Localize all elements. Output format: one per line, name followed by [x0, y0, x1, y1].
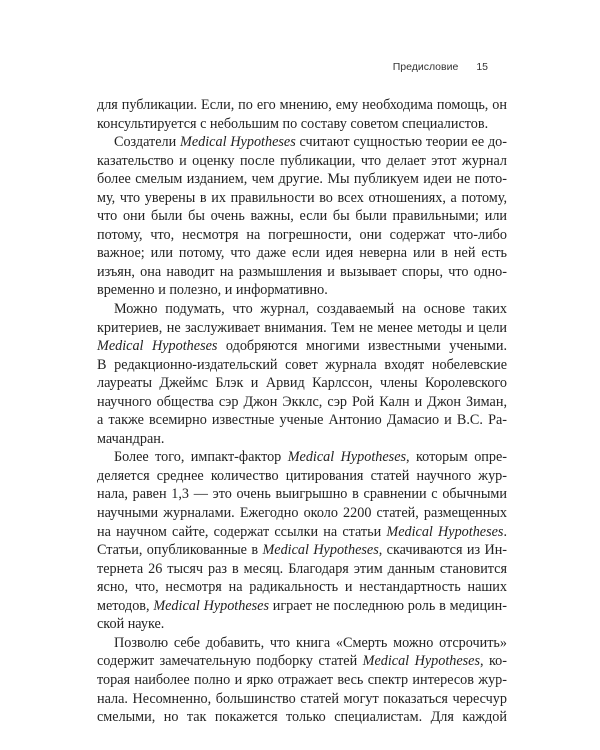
text-run: играет не последнюю роль в медицин- [268, 597, 508, 614]
text-run: казательство и оценку после публикации, что делает этот журнал [97, 152, 507, 169]
text-run: , ко- [480, 653, 507, 670]
text-line [97, 300, 507, 319]
text-run: торая наиболее полно и ярко отражает весь спектр интересов жур- [97, 671, 507, 688]
text-run: на научном сайте, содержат ссылки на статьи [97, 523, 387, 540]
text-run: тернета 26 тысяч раз в месяц. Благодаря этим данным становится [97, 560, 507, 577]
text-run: , которым опре- [406, 449, 507, 466]
text-run: а также всемирно известные ученые Антонио Дамасио и В.С. Ра- [97, 412, 507, 429]
text-run: временно и полезно, и информативно. [97, 282, 328, 299]
text-run: для публикации. Если, по его мнению, ему необходима помощь, он [97, 97, 507, 113]
text-line [97, 170, 507, 189]
text-line [97, 634, 507, 653]
text-line [97, 393, 507, 412]
text-line [97, 189, 507, 208]
running-head [393, 61, 488, 73]
text-run: Более того, импакт-фактор [114, 449, 288, 466]
text-line [97, 560, 507, 579]
text-run: консультируется с небольшим по составу советом специалистов. [97, 115, 489, 132]
text-line [97, 578, 507, 597]
text-run: нала. Несомненно, большинство статей могут показаться чересчур [97, 690, 507, 707]
text-line [97, 523, 507, 542]
text-run: му, что уверены в их правильности во всех отношениях, а потому, [97, 189, 507, 206]
text-run: более смелым изданием, чем другие. Мы публикуем идеи не пото- [97, 171, 507, 188]
text-line [97, 263, 507, 282]
text-run: потому, что, несмотря на погрешности, они содержат что-либо [97, 226, 507, 243]
text-line [97, 226, 507, 245]
text-line [97, 356, 507, 375]
text-run: ской науке. [97, 616, 165, 633]
text-line [97, 244, 507, 263]
text-line [97, 652, 507, 671]
italic-text: Medical Hypotheses [180, 134, 296, 151]
text-run: Позволю себе добавить, что книга «Смерть можно отсрочить» [114, 634, 507, 651]
text-run: важное; или потому, что даже если идея неверна или в ней есть [97, 245, 507, 262]
text-run: научного общества сэр Джон Экклс, сэр Рой Калн и Джон Зиман, [97, 393, 507, 410]
italic-text: Medical Hypotheses [153, 597, 269, 614]
text-line [97, 467, 507, 486]
text-line [97, 152, 507, 171]
text-line [97, 115, 507, 134]
italic-text: Medical Hypotheses [287, 449, 407, 466]
text-run: методов, [97, 597, 154, 614]
text-line [97, 671, 507, 690]
text-run: Создатели [114, 134, 181, 151]
text-run: изъян, она наводит на размышления и вызывает споры, что одно- [97, 263, 507, 280]
text-run: ясно, что, несмотря на радикальность и нестандартность наших [97, 579, 507, 596]
text-line [97, 319, 507, 338]
text-run: смелыми, но так покажется только специалистам. Для каждой [97, 709, 507, 726]
text-run: одобряются многими известными учеными. [217, 338, 507, 355]
text-line [97, 597, 507, 616]
text-run: Можно подумать, что журнал, создаваемый на основе таких [114, 301, 507, 318]
text-run: лауреаты Джеймс Блэк и Арвид Карлссон, члены Королевского [97, 375, 507, 392]
text-run: что они были бы очень важны, если бы были правильными; или [97, 208, 507, 225]
text-line [97, 485, 507, 504]
text-line [97, 708, 507, 727]
text-line [97, 430, 507, 449]
text-line [97, 281, 507, 300]
text-run: научными журналами. Ежегодно около 2200 статей, размещенных [97, 505, 507, 522]
text-run: считают сущностью теории ее до- [295, 134, 507, 151]
text-line [97, 690, 507, 709]
text-run: нала, равен 1,3 — это очень выигрышно в сравнении с обычными [97, 486, 507, 503]
text-run: В редакционно-издательский совет журнала входят нобелевские [97, 356, 507, 373]
text-line [97, 504, 507, 523]
text-run: Статьи, опубликованные в [97, 542, 263, 559]
italic-text: Medical Hypotheses [97, 338, 218, 355]
text-line [97, 615, 507, 634]
body-text [97, 96, 507, 727]
text-line [97, 337, 507, 356]
text-run: мачандран. [97, 430, 165, 447]
text-line [97, 411, 507, 430]
italic-text: Medical Hypotheses [386, 523, 504, 540]
text-line [97, 133, 507, 152]
text-line [97, 374, 507, 393]
text-run: , скачиваются из Ин- [378, 542, 508, 559]
italic-text: Medical Hypotheses [362, 653, 480, 670]
text-line [97, 541, 507, 560]
text-line [97, 96, 507, 115]
text-run: деляется среднее количество цитирования статей научного жур- [97, 467, 507, 484]
text-run: . [503, 523, 507, 540]
text-line [97, 448, 507, 467]
page-number: 15 [476, 61, 488, 73]
text-run: критериев, не заслуживает внимания. Тем не менее методы и цели [97, 319, 507, 336]
chapter-title: Предисловие [392, 61, 459, 73]
text-line [97, 207, 507, 226]
italic-text: Medical Hypotheses [262, 542, 379, 559]
text-run: содержит замечательную подборку статей [97, 653, 363, 670]
